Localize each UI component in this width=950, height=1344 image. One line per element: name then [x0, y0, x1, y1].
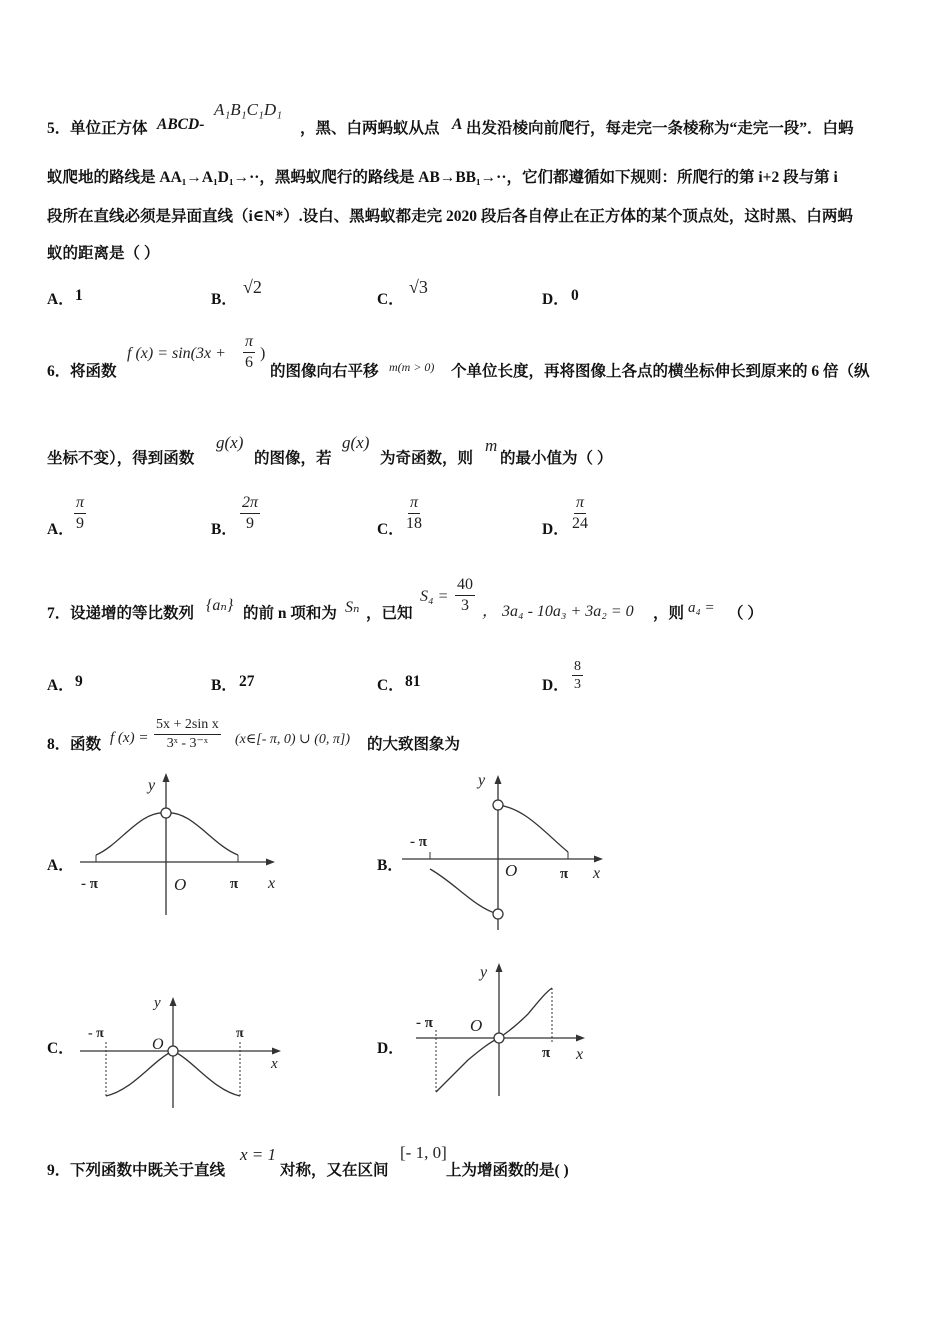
q8-domain: (x∈[- π, 0) ∪ (0, π]) — [235, 732, 351, 747]
q8-graph-d — [408, 958, 598, 1100]
curve-left — [430, 869, 498, 914]
y-axis-label: y — [148, 777, 156, 794]
q7-text: 的前 n 项和为 — [243, 605, 337, 622]
q6-option-b-num: 2π — [240, 494, 260, 514]
q6-fraction-denominator: 6 — [245, 354, 253, 371]
q5-option-c-label: C． — [377, 291, 404, 308]
open-point-bottom — [493, 909, 503, 919]
q6-option-c-label: C． — [377, 521, 404, 538]
q8-graph-a — [70, 770, 290, 920]
q7-text: 设递增的等比数列 — [70, 605, 195, 622]
q8-graph-c — [78, 990, 293, 1110]
y-axis-arrow — [163, 773, 170, 782]
y-axis-arrow — [495, 775, 502, 784]
q5-text-line4: 蚁的距离是（ ） — [47, 245, 160, 262]
q5-option-a-value: 1 — [75, 287, 83, 304]
curve — [96, 813, 238, 855]
q8-option-d-label: D． — [377, 1040, 404, 1057]
q6-option-b-value — [240, 494, 260, 534]
open-point-top — [493, 800, 503, 810]
q7-option-c-value: 81 — [405, 673, 421, 690]
q6-text: 的图像，若 — [254, 450, 332, 467]
q8-option-a-label: A． — [47, 857, 74, 874]
q7-a4: a₄ = — [688, 600, 715, 616]
pi-label: π — [230, 876, 239, 892]
q5-text: ，黑、白两蚂蚁从点 — [300, 120, 440, 137]
q7-option-b-label: B． — [211, 677, 237, 694]
origin-label: O — [470, 1016, 483, 1035]
q6-option-b-label: B． — [211, 521, 237, 538]
q5-option-d-value: 0 — [571, 287, 579, 304]
q6-option-a-den: 9 — [76, 515, 84, 532]
q6-text: 为奇函数，则 — [380, 450, 474, 467]
q7-text: ，则 — [653, 605, 685, 622]
q7-s4: S₄ = — [420, 588, 449, 605]
q8-option-c-label: C． — [47, 1040, 74, 1057]
q6-text-line2: 坐标不变），得到函数 — [47, 450, 195, 467]
q5-option-a-label: A． — [47, 291, 74, 308]
x-axis-arrow — [266, 859, 275, 866]
q9-number: 9． — [47, 1162, 71, 1179]
x-axis-label: x — [593, 865, 601, 882]
q8-function-fraction — [154, 716, 221, 753]
q7-option-d-value — [572, 659, 583, 693]
q5-option-b-label: B． — [211, 291, 237, 308]
q6-option-a-value — [74, 494, 86, 534]
neg-pi-label: - π — [410, 834, 427, 850]
q6-fraction-numerator: π — [243, 333, 255, 353]
q7-option-a-value: 9 — [75, 673, 83, 690]
q8-function: f (x) = — [110, 730, 149, 746]
x-axis-arrow — [576, 1035, 585, 1042]
y-axis-label: y — [480, 964, 488, 981]
open-point — [494, 1033, 504, 1043]
q6-text: 将函数 — [70, 363, 117, 380]
q5-cube-label: ABCD- — [157, 116, 205, 133]
q9-line: x = 1 — [240, 1145, 277, 1164]
q7-option-d-den: 3 — [574, 677, 581, 692]
q6-option-b-den: 9 — [246, 515, 254, 532]
q7-sn: Sₙ — [345, 599, 360, 616]
q5-text: 单位正方体 — [70, 120, 148, 137]
y-axis-label: y — [478, 772, 486, 789]
q6-text: 的图像向右平移 — [270, 363, 379, 380]
q6-option-a-num: π — [74, 494, 86, 514]
q6-option-d-num: π — [574, 494, 586, 514]
pi-label: π — [236, 1026, 244, 1041]
q8-number: 8． — [47, 736, 71, 753]
q5-text: 出发沿棱向前爬行，每走完一条棱称为“走完一段”．白蚂 — [466, 120, 854, 137]
q7-option-c-label: C． — [377, 677, 404, 694]
q5-number: 5． — [47, 120, 71, 137]
q9-interval: [- 1, 0] — [400, 1143, 447, 1162]
q6-number: 6． — [47, 363, 71, 380]
q8-frac-num: 5x + 2sin x — [154, 716, 221, 735]
q6-function-close: ) — [260, 345, 266, 362]
q6-function-fraction — [243, 333, 255, 373]
x-axis-arrow — [594, 856, 603, 863]
q7-option-a-label: A． — [47, 677, 74, 694]
q8-frac-den: 3ˣ - 3⁻ˣ — [166, 736, 208, 751]
q6-function: f (x) = sin(3x + — [127, 345, 226, 362]
neg-pi-label: - π — [81, 876, 98, 892]
q7-option-b-value: 27 — [239, 673, 255, 690]
q6-text: 个单位长度，再将图像上各点的横坐标伸长到原来的 6 倍（纵 — [451, 363, 870, 380]
q9-text: 对称，又在区间 — [280, 1162, 389, 1179]
q5-point-a: A — [452, 116, 463, 133]
open-point — [161, 808, 171, 818]
origin-label: O — [505, 861, 518, 880]
q5-option-b-value: √2 — [243, 277, 262, 297]
q6-option-d-value — [572, 494, 588, 534]
curve-right — [498, 805, 568, 852]
q6-m: m — [485, 436, 498, 455]
q6-text: 的最小值为（ ） — [500, 450, 613, 467]
x-axis-label: x — [268, 875, 276, 892]
neg-pi-label: - π — [88, 1026, 104, 1041]
x-axis-arrow — [272, 1048, 281, 1055]
pi-label: π — [560, 866, 569, 882]
q7-sequence: {aₙ} — [206, 597, 234, 614]
q7-s4-den: 3 — [461, 597, 469, 614]
q5-option-c-value: √3 — [409, 277, 428, 297]
pi-label: π — [542, 1045, 551, 1061]
open-point — [168, 1046, 178, 1056]
q8-graph-b — [400, 768, 610, 933]
origin-label: O — [152, 1036, 164, 1053]
q9-text: 上为增函数的是( ) — [446, 1162, 569, 1179]
q6-option-a-label: A． — [47, 521, 74, 538]
x-axis-label: x — [576, 1046, 584, 1063]
q7-number: 7． — [47, 605, 71, 622]
origin-label: O — [174, 875, 187, 894]
q7-text: ，已知 — [366, 605, 413, 622]
q6-option-c-den: 18 — [406, 515, 422, 532]
q5-text-line2: 蚁爬地的路线是 AA₁→A₁D₁→··，黑蚂蚁爬行的路线是 AB→BB₁→··，它们都遵循如下规则：所爬行的第 i+2 段与第 i — [47, 169, 838, 186]
q8-text: 的大致图象为 — [367, 736, 461, 753]
q8-text: 函数 — [70, 736, 102, 753]
x-axis-label: x — [271, 1056, 278, 1072]
q5-option-d-label: D． — [542, 291, 569, 308]
q5-cube-label-2: A₁B₁C₁D₁ — [214, 100, 283, 119]
q6-g-function-2: g(x) — [342, 433, 370, 452]
q7-option-d-num: 8 — [574, 659, 581, 674]
neg-pi-label: - π — [416, 1015, 433, 1031]
q7-equation: ， 3a₄ - 10a₃ + 3a₂ = 0 — [482, 603, 634, 620]
q5-text-line3: 段所在直线必须是异面直线（i∈N*）.设白、黑蚂蚁都走完 2020 段后各自停止在正方体的某个顶点处，这时黑、白两蚂 — [47, 208, 853, 225]
q8-option-b-label: B． — [377, 857, 403, 874]
q7-option-d-label: D． — [542, 677, 569, 694]
q9-text: 下列函数中既关于直线 — [70, 1162, 226, 1179]
q7-s4-num: 40 — [455, 576, 475, 596]
y-axis-arrow — [170, 997, 177, 1006]
y-axis-arrow — [496, 963, 503, 972]
q6-option-c-num: π — [408, 494, 420, 514]
q6-option-c-value — [406, 494, 422, 534]
q6-g-function: g(x) — [216, 433, 244, 452]
q7-text: （ ） — [728, 605, 763, 622]
q6-shift: m(m > 0) — [389, 360, 435, 374]
q7-s4-fraction — [455, 576, 475, 616]
q6-option-d-den: 24 — [572, 515, 588, 532]
q6-option-d-label: D． — [542, 521, 569, 538]
y-axis-label: y — [154, 995, 161, 1011]
